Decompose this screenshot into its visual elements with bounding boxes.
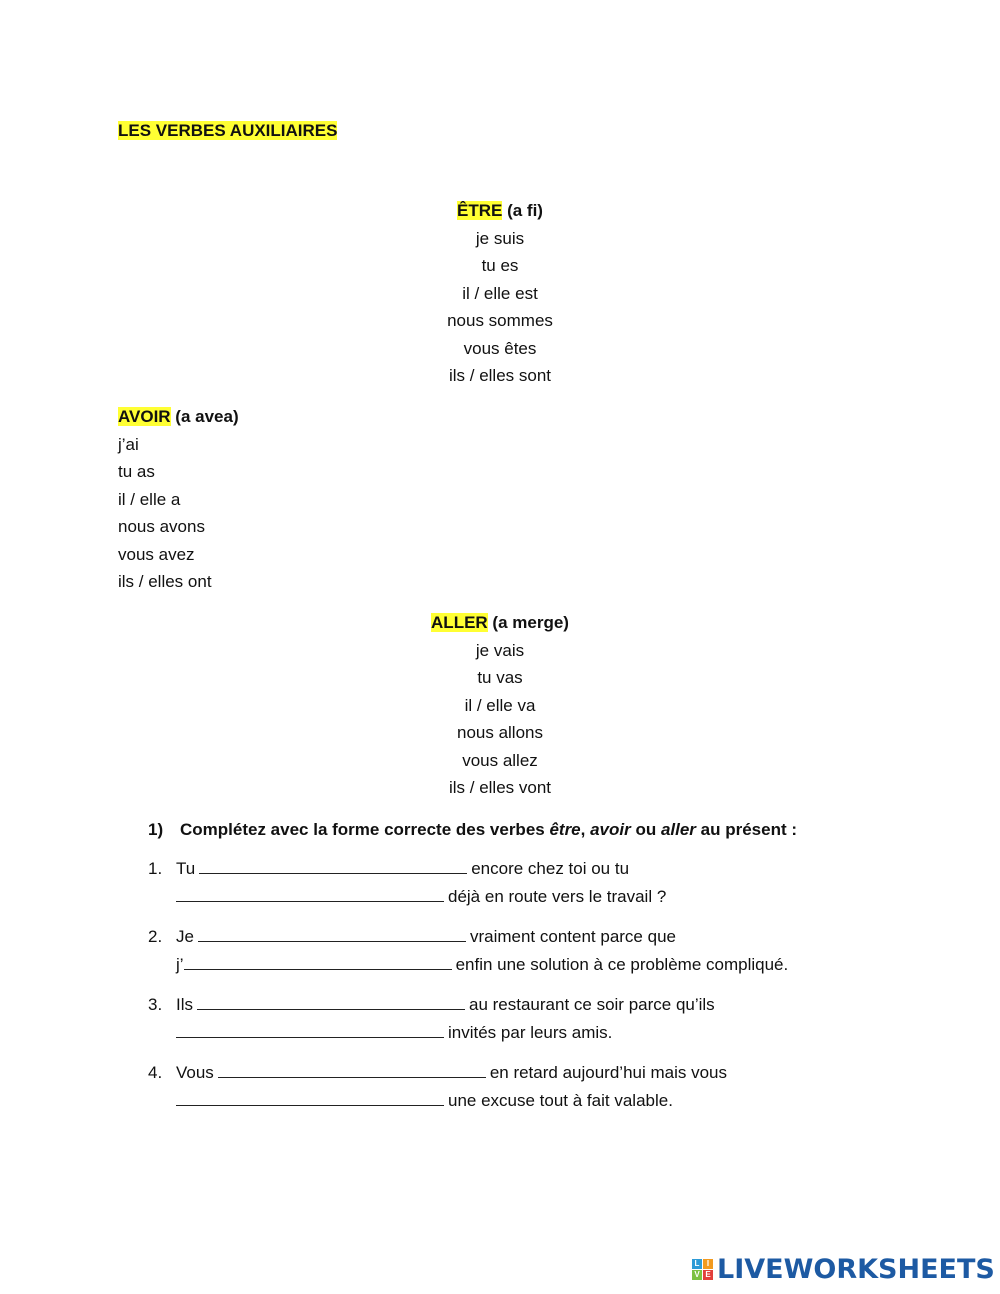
item-text: une excuse tout à fait valable. bbox=[448, 1090, 673, 1110]
item-subject: Vous bbox=[176, 1063, 214, 1082]
aller-form: tu vas bbox=[477, 668, 523, 687]
avoir-form: nous avons bbox=[118, 517, 205, 536]
answer-blank-1b[interactable] bbox=[176, 887, 444, 902]
etre-form: je suis bbox=[475, 228, 525, 248]
etre-conjugation bbox=[0, 197, 1000, 390]
logo-mark-letter: V bbox=[692, 1270, 702, 1280]
avoir-form: vous avez bbox=[118, 544, 195, 564]
instruction-end: au présent : bbox=[695, 820, 798, 839]
etre-heading bbox=[0, 197, 1000, 225]
item-text: invités par leurs amis. bbox=[448, 1022, 613, 1042]
item-subject: Tu bbox=[176, 859, 196, 878]
etre-form: tu es bbox=[481, 256, 519, 275]
item-number: 4. bbox=[148, 1063, 163, 1082]
item-text: en retard aujourd’hui mais vous bbox=[489, 1063, 727, 1082]
avoir-form: tu as bbox=[118, 462, 155, 481]
item-text: vraiment content parce que bbox=[469, 927, 676, 946]
avoir-form: il / elle a bbox=[118, 489, 181, 509]
item-prefix: j’ bbox=[176, 954, 184, 974]
avoir-form: j’ai bbox=[118, 434, 139, 454]
etre-form: il / elle est bbox=[462, 283, 538, 303]
logo-mark-letter: L bbox=[692, 1259, 702, 1269]
etre-translation: (a fi) bbox=[502, 201, 543, 220]
answer-blank-4a[interactable] bbox=[218, 1063, 486, 1078]
answer-blank-4b[interactable] bbox=[176, 1091, 444, 1106]
answer-blank-3b[interactable] bbox=[176, 1023, 444, 1038]
item-subject: Je bbox=[176, 927, 194, 946]
liveworksheets-logo bbox=[692, 1254, 995, 1284]
etre-verb: ÊTRE bbox=[457, 201, 503, 220]
instruction-text: Complétez avec la forme correcte des verbes bbox=[180, 820, 550, 839]
avoir-heading bbox=[118, 403, 239, 431]
item-number: 3. bbox=[148, 995, 163, 1014]
aller-form: nous allons bbox=[456, 723, 543, 742]
avoir-verb: AVOIR bbox=[118, 407, 171, 426]
item-text: au restaurant ce soir parce qu’ils bbox=[469, 995, 715, 1014]
aller-form: il / elle va bbox=[464, 695, 536, 715]
aller-verb: ALLER bbox=[431, 613, 488, 632]
aller-conjugation bbox=[0, 609, 1000, 802]
item-text: enfin une solution à ce problème compliqué. bbox=[455, 954, 789, 974]
answer-blank-1a[interactable] bbox=[199, 859, 467, 874]
page-title-text: LES VERBES AUXILIAIRES bbox=[118, 121, 338, 140]
answer-blank-2a[interactable] bbox=[198, 927, 466, 942]
instruction-verb-aller: aller bbox=[660, 820, 696, 839]
aller-form: vous allez bbox=[462, 750, 538, 770]
exercise-instruction bbox=[148, 816, 797, 844]
aller-form: je vais bbox=[475, 640, 525, 660]
logo-mark-letter: I bbox=[703, 1259, 713, 1269]
aller-translation: (a merge) bbox=[487, 613, 569, 632]
avoir-translation: (a avea) bbox=[170, 407, 239, 426]
instruction-verb-avoir: avoir bbox=[590, 820, 631, 839]
exercise-number: 1) bbox=[148, 820, 164, 839]
logo-mark-letter: E bbox=[703, 1270, 713, 1280]
aller-form: ils / elles vont bbox=[448, 778, 552, 797]
item-text: encore chez toi ou tu bbox=[471, 859, 630, 878]
item-subject: Ils bbox=[176, 995, 193, 1014]
page-title bbox=[118, 117, 337, 145]
avoir-form: ils / elles ont bbox=[118, 572, 212, 591]
instruction-separator: , bbox=[580, 820, 591, 839]
instruction-verb-etre: être bbox=[549, 820, 581, 839]
logo-text: LIVEWORKSHEETS bbox=[717, 1253, 995, 1285]
item-number: 1. bbox=[148, 859, 163, 878]
answer-blank-2b[interactable] bbox=[184, 955, 452, 970]
answer-blank-3a[interactable] bbox=[197, 995, 465, 1010]
item-number: 2. bbox=[148, 927, 163, 946]
etre-form: ils / elles sont bbox=[448, 366, 552, 385]
item-text: déjà en route vers le travail ? bbox=[448, 886, 667, 906]
etre-form: nous sommes bbox=[447, 311, 553, 330]
avoir-conjugation bbox=[118, 403, 239, 596]
etre-form: vous êtes bbox=[463, 338, 537, 358]
aller-heading bbox=[0, 609, 1000, 637]
logo-mark-icon bbox=[692, 1259, 713, 1280]
instruction-ou: ou bbox=[630, 820, 661, 839]
